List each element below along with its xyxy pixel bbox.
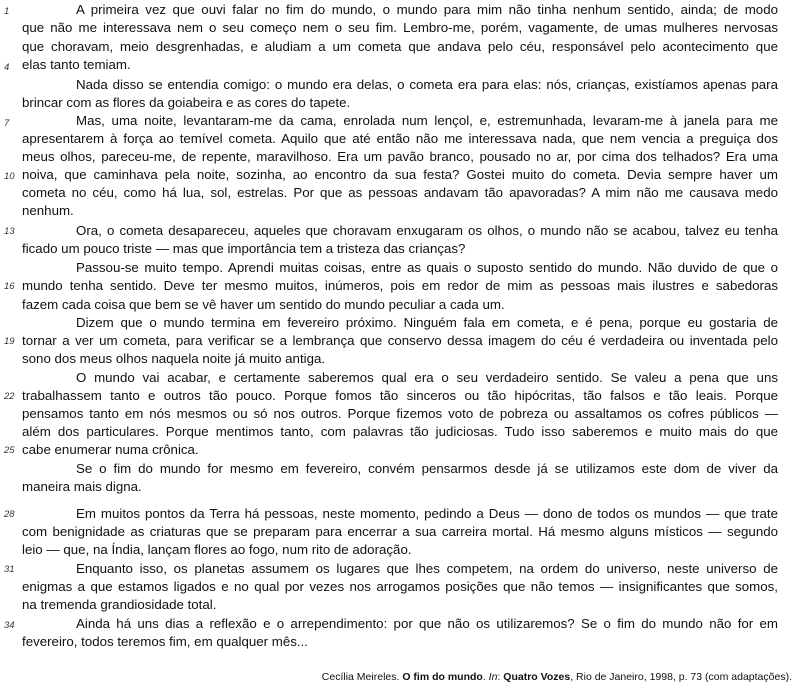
- text-line: cometa no céu, como há lua, sol, estrelas. Por que as pessoas andavam tão apavoradas? A mim não me causava medo: [22, 185, 778, 200]
- citation-in: In: [488, 671, 498, 683]
- text-line: Mas, uma noite, levantaram-me da cama, enrolada num lençol, e, estremunhada, levaram-me à janela para me: [76, 113, 778, 128]
- text-line: Nada disso se entendia comigo: o mundo era delas, o cometa era para elas: nós, crianças, existíamos apenas para: [76, 77, 778, 92]
- line-number: 4: [4, 62, 10, 73]
- text-line: brincar com as flores da goiabeira e as cores do tapete.: [22, 95, 351, 110]
- text-line: O mundo vai acabar, e certamente saberemos qual era o seu verdadeiro sentido. Se valeu a pena que uns: [76, 370, 778, 385]
- text-line: fazem cada coisa que bem se vê haver um sentido do mundo peculiar a cada um.: [22, 297, 505, 312]
- line-number: 25: [4, 445, 15, 456]
- text-line: enigmas a que estamos ligados e no qual por vezes nos arrogamos posições que não temos — insignificantes que somos,: [22, 579, 778, 594]
- text-line: na tremenda grandiosidade total.: [22, 597, 217, 612]
- text-line: A primeira vez que ouvi falar no fim do mundo, o mundo para mim não tinha nenhum sentido, ainda; de modo: [76, 2, 778, 17]
- citation-details: , Rio de Janeiro, 1998, p. 73 (com adaptações).: [570, 671, 792, 683]
- citation-book: Quatro Vozes: [503, 671, 571, 683]
- text-line: elas tanto temiam.: [22, 57, 131, 72]
- text-line: sono dos meus olhos naquela noite já muito antiga.: [22, 351, 326, 366]
- line-number: 10: [4, 171, 15, 182]
- text-line: cabe enumerar numa crônica.: [22, 442, 199, 457]
- line-number: 31: [4, 564, 15, 575]
- text-line: que não me interessava nem o seu começo nem o seu fim. Lembro-me, porém, vagamente, de umas mulheres nervosas: [22, 20, 778, 35]
- line-number: 19: [4, 336, 15, 347]
- text-line: fevereiro, todos teremos fim, em qualquer mês...: [22, 634, 308, 649]
- line-number: 34: [4, 620, 15, 631]
- text-line: Se o fim do mundo for mesmo em fevereiro, convém pensarmos desde já se utilizamos este dom de viver da: [76, 461, 778, 476]
- text-line: maneira mais digna.: [22, 479, 142, 494]
- text-line: Ora, o cometa desapareceu, aqueles que choravam enxugaram os olhos, o mundo não se acabou, talvez eu tenha: [76, 223, 778, 238]
- line-number: 22: [4, 391, 15, 402]
- text-line: Dizem que o mundo termina em fevereiro próximo. Ninguém fala em cometa, e é pena, porque eu gostaria de: [76, 315, 778, 330]
- text-line: ficado um pouco triste — mas que importância tem a tristeza das crianças?: [22, 241, 466, 256]
- text-line: mundo tenha sentido. Deve ter mesmo muitos, inúmeros, pois em redor de mim as pessoas mais ilustres e sabedoras: [22, 278, 778, 293]
- citation-title: O fim do mundo: [402, 671, 483, 683]
- text-line: Enquanto isso, os planetas assumem os lugares que lhes competem, na ordem do universo, neste universo de: [76, 561, 778, 576]
- text-line: com benignidade as criaturas que se preparam para encerrar a sua carreira mortal. Há mesmo alguns místicos — segundo: [22, 524, 778, 539]
- text-line: Em muitos pontos da Terra há pessoas, neste momento, pedindo a Deus — dono de todos os mundos — que trate: [76, 506, 778, 521]
- text-line: pensamos tanto em nós mesmos ou só nos outros. Porque fizemos voto de pobreza ou assaltamos os cofres públicos —: [22, 406, 778, 421]
- text-line: que choravam, meio desgrenhadas, e aludiam a um cometa que andava pelo céu, responsável pelo acontecimento que: [22, 39, 778, 54]
- text-line: nenhum.: [22, 203, 74, 218]
- text-line: noiva, que caminhava pela noite, sozinha, ao encontro da sua festa? Gostei muito do cometa. Devia sempre haver um: [22, 167, 778, 182]
- line-number: 7: [4, 118, 10, 129]
- text-line: tornar a ver um cometa, para verificar se a lembrança que conservo dessa imagem do céu é verdadeira ou inventada pelo: [22, 333, 778, 348]
- line-number: 16: [4, 281, 15, 292]
- citation-author: Cecília Meireles.: [321, 671, 403, 683]
- line-number: 28: [4, 509, 15, 520]
- text-line: apresentarem à força ao temível cometa. Aquilo que até então não me interessava nada, que nem vencia a preguiça dos: [22, 131, 778, 146]
- text-line: Passou-se muito tempo. Aprendi muitas coisas, entre as quais o suposto sentido do mundo. Não duvido de que o: [76, 260, 778, 275]
- line-number: 1: [4, 6, 10, 17]
- text-line: além dos particulares. Porque mentimos tanto, com palavras tão judiciosas. Tudo isso saberemos e muito mais do que: [22, 424, 778, 439]
- text-line: meus olhos, pareceu-me, de repente, maravilhoso. Era um pavão branco, pousado no ar, por cima dos telhados? Era uma: [22, 149, 778, 164]
- text-line: leio — que, na Índia, lançam flores ao fogo, num rito de adoração.: [22, 542, 412, 557]
- line-number: 13: [4, 226, 15, 237]
- text-line: Ainda há uns dias a reflexão e o arrependimento: por que não os utilizaremos? Se o fim do mundo não for em: [76, 616, 778, 631]
- source-citation: Cecília Meireles. O fim do mundo. In: Quatro Vozes, Rio de Janeiro, 1998, p. 73 (com adaptações).: [321, 671, 792, 683]
- text-line: trabalhassem tanto e outros tão pouco. Porque fomos tão sinceros ou tão hipócritas, tão falsos e tão leais. Porque: [22, 388, 778, 403]
